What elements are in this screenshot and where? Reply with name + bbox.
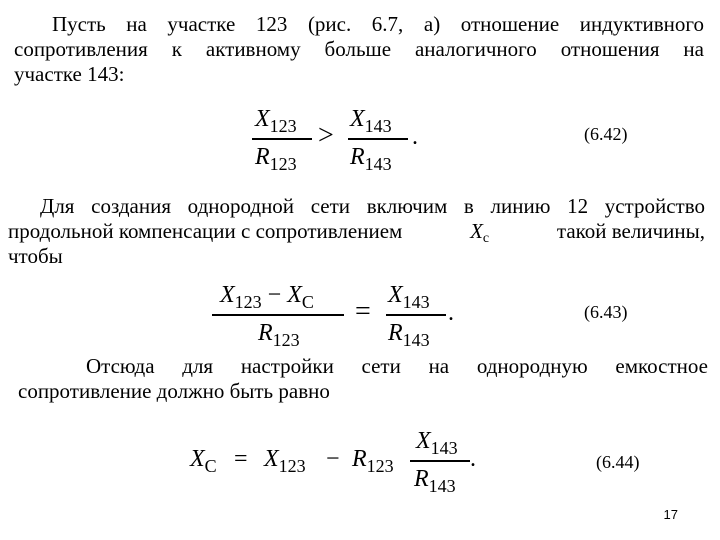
fraction-bar (252, 138, 312, 140)
eq-term: $R_{123}$ (352, 446, 394, 476)
eq-denominator: $R_{143}$ (350, 144, 392, 174)
eq-term: $X_{123}$ (264, 446, 306, 476)
paragraph-3 (18, 354, 708, 404)
equation-number: (6.44) (596, 452, 640, 472)
fraction-bar (410, 460, 470, 462)
eq-numerator: $X_{123} - X_C$ (220, 282, 314, 312)
eq-period: . (448, 300, 454, 326)
eq-numerator: $X_{143}$ (416, 428, 458, 458)
equation-number: (6.43) (584, 302, 628, 322)
paragraph-line: Пусть на участке 123 (рис. 6.7, а) отношение индуктивного (52, 12, 704, 36)
eq-lhs: $X_C$ (190, 446, 217, 476)
eq-period: . (412, 124, 418, 150)
eq-denominator: $R_{143}$ (414, 466, 456, 496)
paragraph-line: Для создания однородной сети включим в линию 12 устройство (40, 194, 705, 218)
paragraph-line: чтобы (8, 244, 63, 268)
eq-denominator: $R_{143}$ (388, 320, 430, 350)
fraction-bar (212, 314, 344, 316)
equals-sign: = (234, 446, 248, 472)
equals-sign: = (355, 296, 371, 327)
fraction-bar (348, 138, 408, 140)
paragraph-2 (8, 194, 705, 269)
eq-numerator: $X_{143}$ (350, 106, 392, 136)
paragraph-line: продольной компенсации с сопротивлением $X_c$ такой величины, (8, 219, 705, 246)
eq-numerator: $X_{143}$ (388, 282, 430, 312)
fraction-bar (386, 314, 446, 316)
paragraph-line: сопротивление должно быть равно (18, 379, 330, 403)
eq-denominator: $R_{123}$ (258, 320, 300, 350)
greater-than-sign: > (318, 120, 334, 151)
page-number: 17 (663, 507, 678, 522)
paragraph-1 (14, 12, 704, 87)
minus-sign: − (326, 446, 340, 472)
paragraph-line: сопротивления к активному больше аналогичного отношения на (14, 37, 704, 61)
equation-number: (6.42) (584, 124, 628, 144)
paragraph-line: участке 143: (14, 62, 125, 86)
eq-period: . (470, 446, 476, 472)
inline-variable: $X_c$ (470, 219, 490, 246)
eq-numerator: $X_{123}$ (255, 106, 297, 136)
paragraph-line: Отсюда для настройки сети на однородную емкостное (86, 354, 708, 378)
eq-denominator: $R_{123}$ (255, 144, 297, 174)
